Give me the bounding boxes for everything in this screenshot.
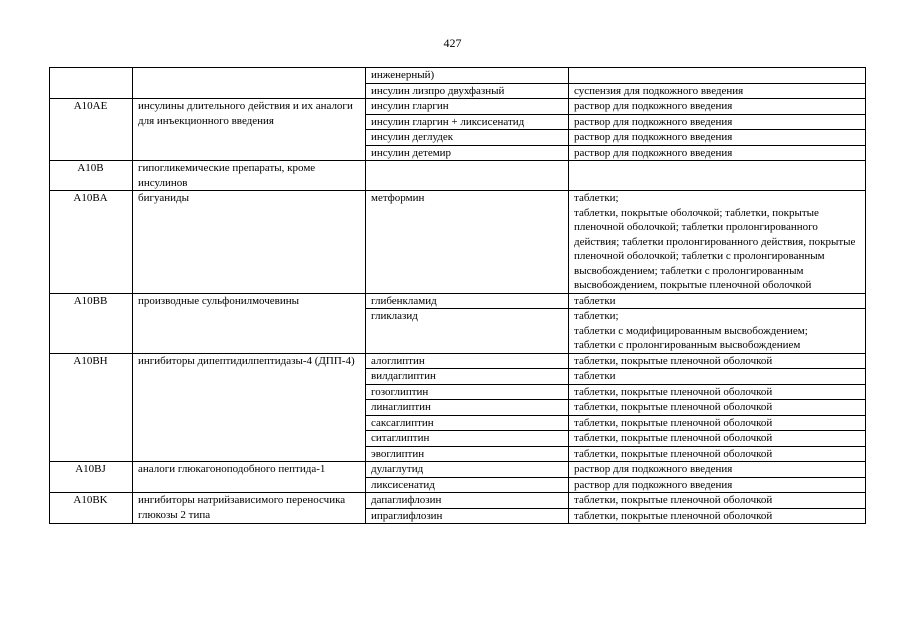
atc-code-cell xyxy=(50,68,133,99)
group-cell: инсулины длительного действия и их аналоги для инъекционного введения xyxy=(133,99,366,161)
dosage-form-cell: таблетки, покрытые пленочной оболочкой xyxy=(569,508,866,524)
group-cell: гипогликемические препараты, кроме инсулинов xyxy=(133,161,366,191)
table-row xyxy=(50,161,866,191)
group-cell: аналоги глюкагоноподобного пептида-1 xyxy=(133,462,366,493)
dosage-form-cell: раствор для подкожного введения xyxy=(569,130,866,146)
drug-name-cell: ситаглиптин xyxy=(366,431,569,447)
dosage-form-cell: раствор для подкожного введения xyxy=(569,477,866,493)
group-cell: ингибиторы дипептидилпептидазы-4 (ДПП-4) xyxy=(133,353,366,462)
dosage-form-cell: таблетки; таблетки с модифицированным высвобождением; таблетки с пролонгированным высвобождением xyxy=(569,309,866,354)
drug-name-cell: ликсисенатид xyxy=(366,477,569,493)
dosage-form-cell: таблетки, покрытые пленочной оболочкой xyxy=(569,431,866,447)
group-cell: ингибиторы натрийзависимого переносчика глюкозы 2 типа xyxy=(133,493,366,524)
drug-name-cell xyxy=(366,161,569,191)
drug-name-cell: метформин xyxy=(366,191,569,294)
group-cell xyxy=(133,68,366,99)
atc-code-cell: A10BK xyxy=(50,493,133,524)
drug-name-cell: алоглиптин xyxy=(366,353,569,369)
drug-name-cell: инсулин гларгин + ликсисенатид xyxy=(366,114,569,130)
drug-name-cell: глибенкламид xyxy=(366,293,569,309)
drug-name-cell: инженерный) xyxy=(366,68,569,84)
atc-code-cell: A10BH xyxy=(50,353,133,462)
drug-name-cell: дапаглифлозин xyxy=(366,493,569,509)
dosage-form-cell: раствор для подкожного введения xyxy=(569,462,866,478)
drug-name-cell: эвоглиптин xyxy=(366,446,569,462)
dosage-form-cell: раствор для подкожного введения xyxy=(569,99,866,115)
dosage-form-cell: таблетки, покрытые пленочной оболочкой xyxy=(569,384,866,400)
table-row xyxy=(50,462,866,478)
drug-name-cell: вилдаглиптин xyxy=(366,369,569,385)
atc-code-cell: A10BJ xyxy=(50,462,133,493)
atc-code-cell: A10BB xyxy=(50,293,133,353)
table-row xyxy=(50,493,866,509)
dosage-form-cell: таблетки, покрытые пленочной оболочкой xyxy=(569,446,866,462)
drug-name-cell: дулаглутид xyxy=(366,462,569,478)
drug-name-cell: ипраглифлозин xyxy=(366,508,569,524)
drug-name-cell: инсулин лизпро двухфазный xyxy=(366,83,569,99)
dosage-form-cell: таблетки, покрытые пленочной оболочкой xyxy=(569,400,866,416)
dosage-form-cell: раствор для подкожного введения xyxy=(569,114,866,130)
table-row xyxy=(50,99,866,115)
drug-name-cell: гозоглиптин xyxy=(366,384,569,400)
table-row xyxy=(50,293,866,309)
dosage-form-cell: таблетки; таблетки, покрытые оболочкой; таблетки, покрытые пленочной оболочкой; таблетки пролонгированного действия; таблетки пролонгированного действия, покрытые пленочной оболочкой; таблетки с пролонгированным высвобождением; таблетки с пролонгированным высвобождением, покрытые пленочной оболочкой xyxy=(569,191,866,294)
dosage-form-cell: таблетки xyxy=(569,293,866,309)
table-row xyxy=(50,353,866,369)
drug-name-cell: инсулин деглудек xyxy=(366,130,569,146)
table-row xyxy=(50,191,866,294)
dosage-form-cell xyxy=(569,161,866,191)
page-number: 427 xyxy=(443,36,462,50)
dosage-form-cell: таблетки, покрытые пленочной оболочкой xyxy=(569,353,866,369)
atc-code-cell: A10BA xyxy=(50,191,133,294)
drug-name-cell: саксаглиптин xyxy=(366,415,569,431)
drug-name-cell: линаглиптин xyxy=(366,400,569,416)
dosage-form-cell: суспензия для подкожного введения xyxy=(569,83,866,99)
atc-code-cell: A10AE xyxy=(50,99,133,161)
dosage-form-cell xyxy=(569,68,866,84)
drug-name-cell: инсулин гларгин xyxy=(366,99,569,115)
drug-classification-table xyxy=(49,67,866,524)
group-cell: бигуаниды xyxy=(133,191,366,294)
drug-name-cell: гликлазид xyxy=(366,309,569,354)
dosage-form-cell: таблетки xyxy=(569,369,866,385)
atc-code-cell: A10B xyxy=(50,161,133,191)
drug-name-cell: инсулин детемир xyxy=(366,145,569,161)
dosage-form-cell: таблетки, покрытые пленочной оболочкой xyxy=(569,493,866,509)
dosage-form-cell: таблетки, покрытые пленочной оболочкой xyxy=(569,415,866,431)
dosage-form-cell: раствор для подкожного введения xyxy=(569,145,866,161)
table-row xyxy=(50,68,866,84)
group-cell: производные сульфонилмочевины xyxy=(133,293,366,353)
